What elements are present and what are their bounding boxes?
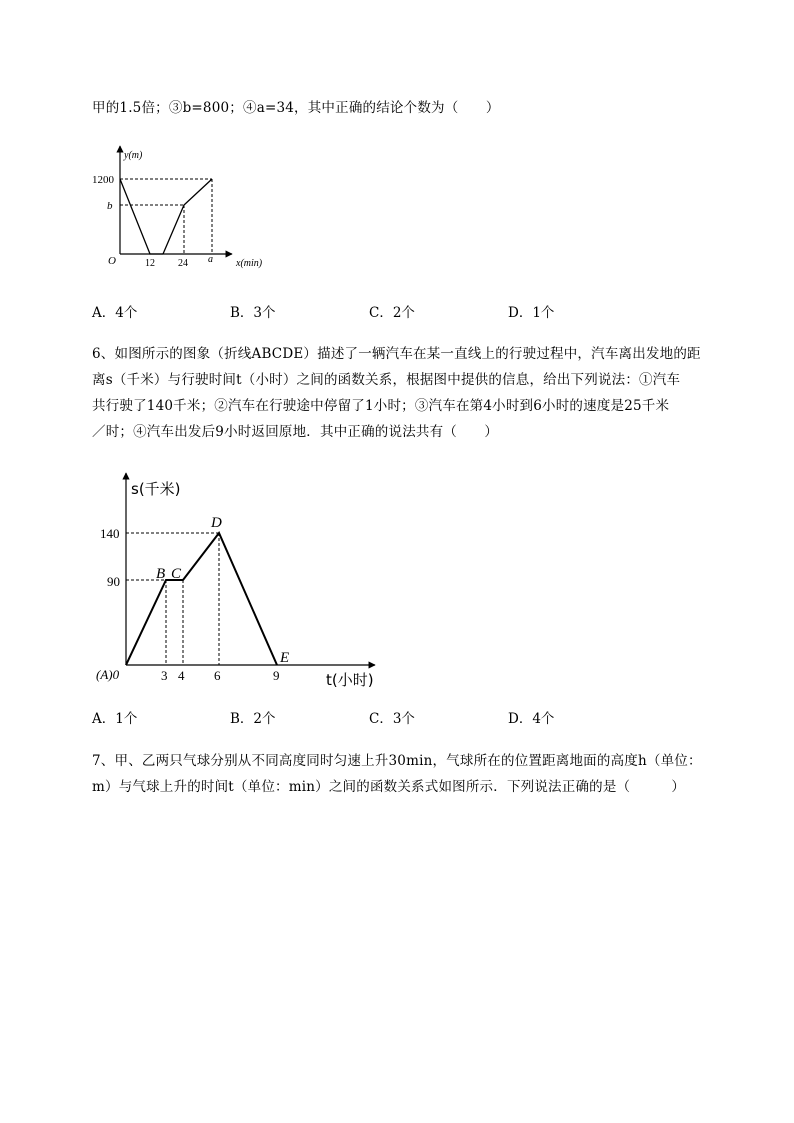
q5-origin: O [108,255,116,267]
q5-ytick-1200: 1200 [92,174,114,186]
q6-line-2: 离s（千米）与行驶时间t（小时）之间的函数关系，根据图中提供的信息，给出下列说法：①汽车 [92,372,681,388]
q5-xtick-12: 12 [145,258,155,269]
q6-option-d[interactable]: D．4个 [508,711,555,727]
q6-origin: (A)0 [96,667,120,682]
q5-option-a[interactable]: A．4个 [92,305,138,321]
q6-option-a[interactable]: A．1个 [92,711,138,727]
q7-line-1: 7、甲、乙两只气球分别从不同高度同时匀速上升30min，气球所在的位置距离地面的高度h（单位： [92,753,702,769]
q5-tail-text: 甲的1.5倍；③b=800；④a=34，其中正确的结论个数为（ ） [92,100,500,116]
q5-series-2 [163,179,212,254]
q6-line-1: 6、如图所示的图象（折线ABCDE）描述了一辆汽车在某一直线上的行驶过程中，汽车离出发地的距 [92,346,701,362]
q6-ytick-90: 90 [107,574,120,589]
q6-point-d: D [211,515,222,531]
q6-point-c: C [171,566,182,582]
q6-ytick-140: 140 [100,526,120,541]
q6-xtick-9: 9 [273,668,280,683]
q5-x-label: x(min) [236,258,263,269]
q6-x-label: t(小时) [326,671,374,689]
q6-line-4: ／时；④汽车出发后9小时返回原地．其中正确的说法共有（ ） [92,424,499,440]
q5-option-c[interactable]: C．2个 [369,305,415,321]
q5-xtick-a: a [208,254,213,265]
q5-option-d[interactable]: D．1个 [508,305,555,321]
q6-line-3: 共行驶了140千米；②汽车在行驶途中停留了1小时；③汽车在第4小时到6小时的速度是25千米 [92,398,670,414]
q6-xtick-4: 4 [178,668,185,683]
q6-xtick-6: 6 [214,668,221,683]
q5-ytick-b: b [107,200,113,212]
q7-line-2: m）与气球上升的时间t（单位：min）之间的函数关系式如图所示．下列说法正确的是（ ） [92,779,686,795]
q6-option-b[interactable]: B．2个 [230,711,276,727]
q6-point-b: B [156,566,166,582]
q5-option-b[interactable]: B．3个 [230,305,276,321]
q6-option-c[interactable]: C．3个 [369,711,415,727]
q5-series-1 [120,179,163,254]
q6-series [126,533,277,665]
q6-point-e: E [280,650,290,666]
q5-y-label: y(m) [124,150,143,161]
q5-xtick-24: 24 [178,258,188,269]
q6-y-label: s(千米) [131,480,181,498]
q6-xtick-3: 3 [161,668,168,683]
